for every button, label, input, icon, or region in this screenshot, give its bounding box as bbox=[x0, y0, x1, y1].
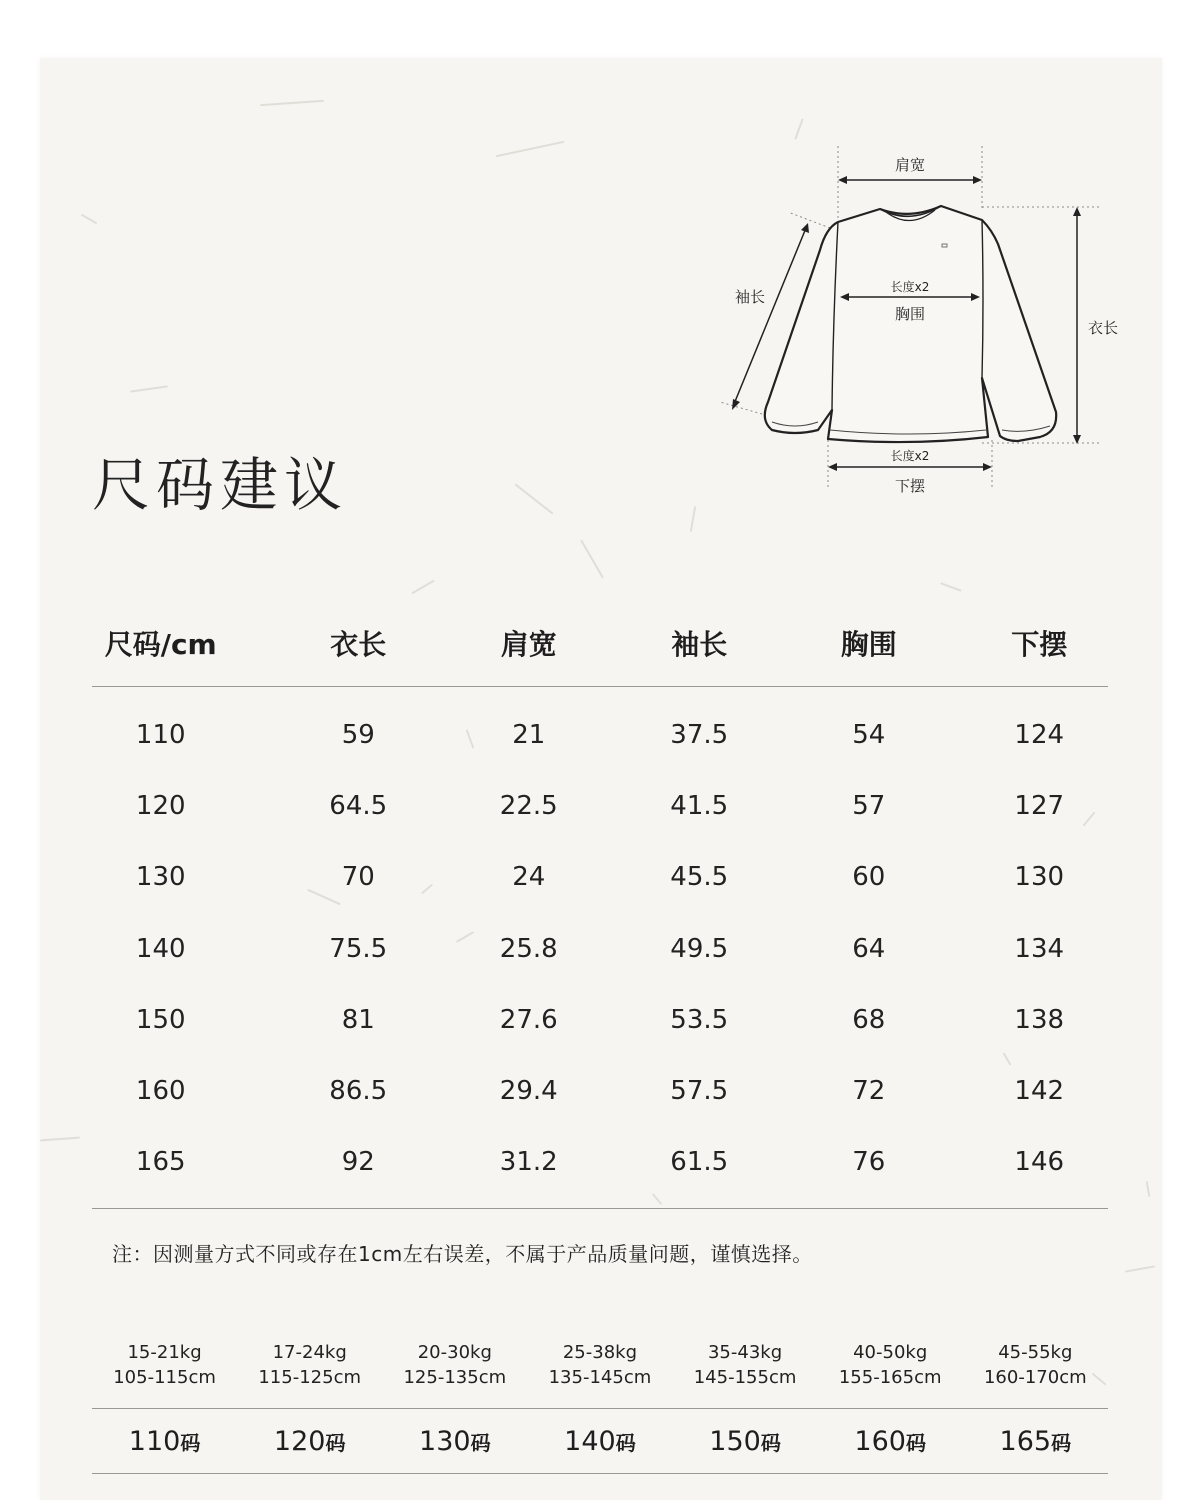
table-row bbox=[92, 1055, 1108, 1126]
table-header-row bbox=[92, 600, 1108, 686]
cell-size: 160 bbox=[135, 1076, 186, 1107]
size-number: 140 bbox=[564, 1425, 616, 1457]
cell-chest: 64 bbox=[852, 933, 886, 964]
shoulder-label: 肩宽 bbox=[894, 156, 926, 174]
cell-chest: 68 bbox=[852, 1004, 886, 1035]
cell-length: 59 bbox=[341, 719, 375, 750]
length-label: 衣长 bbox=[1087, 319, 1119, 337]
height-range: 155-165cm bbox=[838, 1367, 942, 1388]
cell-sleeve: 53.5 bbox=[670, 1004, 729, 1035]
cell-hem: 138 bbox=[1014, 1004, 1065, 1035]
size-unit: 码 bbox=[470, 1430, 491, 1455]
cell-sleeve: 41.5 bbox=[670, 790, 729, 821]
cell-hem: 127 bbox=[1014, 790, 1065, 821]
recommended-size bbox=[818, 1426, 963, 1457]
cell-chest: 54 bbox=[852, 719, 886, 750]
hem-label: 下摆 bbox=[894, 477, 926, 495]
cell-shoulder: 31.2 bbox=[499, 1147, 558, 1178]
hem-note: 长度x2 bbox=[890, 449, 930, 463]
garment-measurement-diagram bbox=[720, 140, 1140, 510]
sleeve-label: 袖长 bbox=[734, 288, 766, 306]
size-number: 130 bbox=[419, 1425, 471, 1457]
cell-length: 81 bbox=[341, 1004, 375, 1035]
cell-length: 75.5 bbox=[329, 933, 388, 964]
recommended-size bbox=[673, 1426, 818, 1457]
cell-size: 110 bbox=[135, 719, 186, 750]
recommendation-divider-bottom bbox=[92, 1473, 1108, 1474]
table-body bbox=[92, 687, 1108, 1208]
cell-sleeve: 37.5 bbox=[670, 719, 729, 750]
table-row bbox=[92, 842, 1108, 913]
cell-shoulder: 25.8 bbox=[499, 933, 558, 964]
weight-range: 25-38kg bbox=[562, 1342, 638, 1363]
recommended-size bbox=[382, 1426, 527, 1457]
cell-size: 120 bbox=[135, 790, 186, 821]
cell-size: 140 bbox=[135, 933, 186, 964]
cell-hem: 142 bbox=[1014, 1076, 1065, 1107]
recommended-size bbox=[237, 1426, 382, 1457]
weight-range: 17-24kg bbox=[272, 1342, 347, 1363]
recommendation-criteria bbox=[92, 1334, 237, 1408]
measurement-note: 注：因测量方式不同或存在1cm左右误差，不属于产品质量问题，谨慎选择。 bbox=[112, 1242, 813, 1266]
size-unit: 码 bbox=[615, 1430, 636, 1455]
recommended-size bbox=[92, 1426, 237, 1457]
weight-range: 45-55kg bbox=[998, 1342, 1073, 1363]
cell-sleeve: 57.5 bbox=[670, 1076, 729, 1107]
size-number: 150 bbox=[709, 1425, 761, 1457]
cell-length: 64.5 bbox=[329, 790, 388, 821]
chest-note: 长度x2 bbox=[890, 280, 930, 294]
header-shoulder: 肩宽 bbox=[500, 628, 557, 661]
size-number: 165 bbox=[999, 1425, 1052, 1457]
weight-range: 40-50kg bbox=[853, 1342, 928, 1363]
header-length: 衣长 bbox=[330, 628, 387, 661]
recommendation-size-row bbox=[92, 1409, 1108, 1473]
cell-sleeve: 49.5 bbox=[670, 933, 729, 964]
cell-shoulder: 21 bbox=[512, 719, 546, 750]
header-chest: 胸围 bbox=[840, 628, 897, 661]
header-size: 尺码/cm bbox=[104, 628, 217, 661]
table-row bbox=[92, 913, 1108, 984]
page-title: 尺码建议 bbox=[92, 451, 349, 519]
cell-shoulder: 29.4 bbox=[499, 1076, 558, 1107]
table-row bbox=[92, 1127, 1108, 1198]
cell-length: 92 bbox=[341, 1147, 375, 1178]
recommendation-criteria bbox=[527, 1334, 672, 1408]
recommendation-criteria bbox=[818, 1334, 963, 1408]
cell-shoulder: 27.6 bbox=[499, 1004, 558, 1035]
size-unit: 码 bbox=[325, 1430, 346, 1455]
chest-label: 胸围 bbox=[894, 305, 926, 323]
size-number: 110 bbox=[128, 1425, 181, 1457]
recommendation-criteria bbox=[673, 1334, 818, 1408]
cell-size: 130 bbox=[135, 862, 186, 893]
size-unit: 码 bbox=[905, 1430, 926, 1455]
tshirt-outline-icon bbox=[720, 140, 1140, 510]
height-range: 115-125cm bbox=[258, 1367, 361, 1388]
recommended-size bbox=[963, 1426, 1108, 1457]
weight-range: 20-30kg bbox=[417, 1342, 492, 1363]
recommendation-criteria bbox=[237, 1334, 382, 1408]
height-range: 135-145cm bbox=[548, 1367, 652, 1388]
cell-chest: 76 bbox=[852, 1147, 886, 1178]
height-range: 105-115cm bbox=[113, 1367, 216, 1388]
header-hem: 下摆 bbox=[1011, 628, 1068, 661]
size-unit: 码 bbox=[1051, 1430, 1072, 1455]
weight-range: 15-21kg bbox=[127, 1342, 202, 1363]
size-recommendation-table bbox=[92, 1334, 1108, 1474]
cell-chest: 60 bbox=[852, 862, 886, 893]
cell-length: 70 bbox=[341, 862, 375, 893]
cell-size: 150 bbox=[135, 1004, 186, 1035]
weight-range: 35-43kg bbox=[707, 1342, 783, 1363]
cell-hem: 130 bbox=[1014, 862, 1065, 893]
table-row bbox=[92, 770, 1108, 841]
height-range: 145-155cm bbox=[693, 1367, 797, 1388]
size-number: 160 bbox=[854, 1425, 906, 1457]
recommendation-criteria bbox=[963, 1334, 1108, 1408]
cell-hem: 146 bbox=[1014, 1147, 1065, 1178]
cell-size: 165 bbox=[135, 1147, 186, 1178]
recommended-size bbox=[527, 1426, 672, 1457]
header-sleeve: 袖长 bbox=[671, 628, 728, 661]
cell-length: 86.5 bbox=[329, 1076, 388, 1107]
size-unit: 码 bbox=[180, 1430, 201, 1455]
cell-sleeve: 45.5 bbox=[670, 862, 729, 893]
recommendation-criteria-row bbox=[92, 1334, 1108, 1408]
cell-hem: 124 bbox=[1014, 719, 1065, 750]
cell-shoulder: 22.5 bbox=[499, 790, 558, 821]
cell-chest: 72 bbox=[852, 1076, 886, 1107]
cell-sleeve: 61.5 bbox=[670, 1147, 729, 1178]
table-row bbox=[92, 984, 1108, 1055]
cell-hem: 134 bbox=[1014, 933, 1065, 964]
cell-shoulder: 24 bbox=[512, 862, 546, 893]
height-range: 125-135cm bbox=[403, 1367, 507, 1388]
table-row bbox=[92, 699, 1108, 770]
recommendation-criteria bbox=[382, 1334, 527, 1408]
height-range: 160-170cm bbox=[983, 1367, 1087, 1388]
cell-chest: 57 bbox=[852, 790, 886, 821]
table-divider-bottom bbox=[92, 1208, 1108, 1209]
size-number: 120 bbox=[273, 1425, 326, 1457]
size-unit: 码 bbox=[760, 1430, 781, 1455]
size-chart-table bbox=[92, 600, 1108, 1209]
